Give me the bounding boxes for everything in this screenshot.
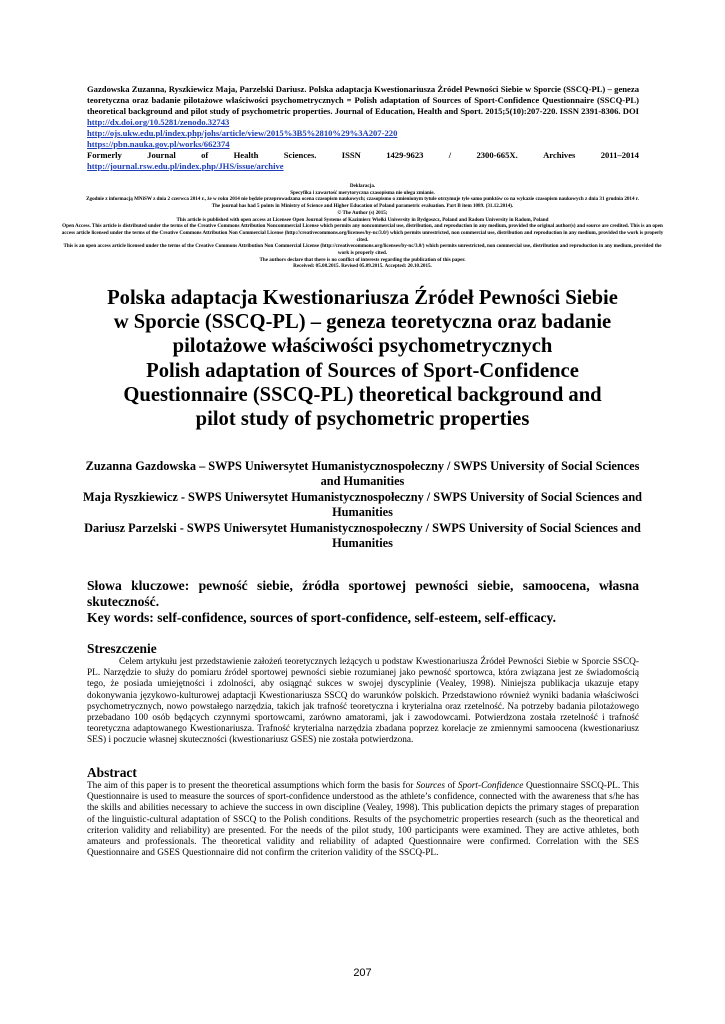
abstract-section — [87, 765, 639, 859]
archive-link[interactable]: http://journal.rsw.edu.pl/index.php/JHS/issue/archive — [87, 161, 284, 171]
declaration-line: Open Access. This article is distributed under the terms of the Creative Commons Attribution Noncommercial License which permits any noncommercial use, distribution, and reproduction in any medium, provided the original author(s) and source are credited. This is an open access article licensed under the terms of the Creative Commons Attribution Non Commercial License (http://creativecommons.org/licenses/by-nc/3.0/) which permits unrestricted, non commercial use, distribution and reproduction in any medium, provided the work is properly cited. — [61, 223, 664, 243]
formerly-word: Journal — [147, 150, 176, 160]
formerly-word: ISSN — [341, 150, 361, 160]
citation-text: Gazdowska Zuzanna, Ryszkiewicz Maja, Parzelski Dariusz. Polska adaptacja Kwestionariusza Źródeł Pewności Siebie w Sporcie (SSCQ-PL) – geneza teoretyczna oraz badanie pilotażowe właściwości psychometrycznych = Polish adaptation of Sources of Sport-Confidence Questionnaire (SSCQ-PL) theoretical background and pilot study of psychometric properties. Journal of Education, Health and Sport. 2015;5(10):207-220. ISSN 2391-8306. DOI — [87, 84, 639, 116]
article-title — [60, 286, 665, 431]
doi-link[interactable]: http://dx.doi.org/10.5281/zenodo.32743 — [87, 117, 230, 127]
title-line: Questionnaire (SSCQ-PL) theoretical background and — [123, 383, 602, 406]
author-affiliation: Zuzanna Gazdowska – SWPS Uniwersytet Humanistycznospołeczny / SWPS University of Social Sciences and Humanities — [85, 459, 640, 489]
page-number: 207 — [353, 967, 372, 979]
formerly-word: / — [448, 150, 452, 160]
abstract-of: of — [447, 781, 456, 791]
formerly-word: 2300-665X. — [476, 150, 518, 160]
abstract-intro: The aim of this paper is to present the theoretical assumptions which form the basis for — [87, 781, 414, 791]
streszczenie-body: Celem artykułu jest przedstawienie założeń teoretycznych leżących u podstaw Kwestionariusza Źródeł Pewności Siebie w Sporcie SSCQ-PL. Narzędzie to służy do pomiaru źródeł sportowej pewności siebie rozumianej jako pewność sportowca, która związana jest ze świadomością tego, że posiada umiejętności i zdolności, aby osiągnąć sukces w swojej dyscyplinie (Vealey, 1998). Niniejsza publikacja ukazuje etapy dokonywania językowo-kulturowej adaptacji Kwestionariusza SSCQ do warunków polskich. Przedstawiono również wyniki badania właściwości psychometrycznych, nowo powstałego narzędzia, takich jak trafność teoretyczna i kryterialna oraz rzetelność. Na potrzeby badania pilotażowego przebadano 100 osób będących czynnymi sportowcami, zarówno amatorami, jak i zawodowcami. Potwierdzona została rzetelność i trafność teoretyczna adaptowanego Kwestionariusza. Trafność kryterialna narzędzia zbadana poprzez korelacje ze zmiennymi samoocena (kwestionariusz SES) i poczucie własnej skuteczności (kwestionariusz GSES) nie została potwierdzona. — [87, 657, 639, 746]
author-affiliation: Maja Ryszkiewicz - SWPS Uniwersytet Humanistycznospołeczny / SWPS University of Social Sciences and Humanities — [82, 489, 643, 520]
title-line: pilotażowe właściwości psychometrycznych — [172, 335, 553, 358]
keywords-en: Key words: self-confidence, sources of sport-confidence, self-esteem, self-efficacy. — [87, 610, 556, 626]
pbn-link[interactable]: https://pbn.nauka.gov.pl/works/662374 — [87, 139, 230, 149]
author-list — [80, 459, 645, 551]
abstract-italic-sport-confidence: Sport-Confidence — [457, 781, 524, 791]
declaration-block — [60, 183, 665, 270]
formerly-word: 1429-9623 — [386, 150, 424, 160]
formerly-line — [87, 150, 639, 161]
title-line: Polska adaptacja Kwestionariusza Źródeł Pewności Siebie — [107, 287, 618, 309]
abstract-italic-sources: Sources — [415, 781, 446, 791]
declaration-line: © The Author (s) 2015; — [337, 209, 388, 216]
streszczenie-heading: Streszczenie — [87, 641, 157, 656]
formerly-word: Archives — [543, 150, 576, 160]
declaration-line: Specyfika i zawartość merytoryczna czasopisma nie ulega zmianie. — [290, 189, 435, 196]
declaration-line: Zgodnie z informacją MNiSW z dnia 2 czerwca 2014 r., że w roku 2014 nie będzie przeprowadzana ocena czasopism naukowych; czasopismo o zmienionym tytule otrzymuje tyle samo punktów co na wykazie czasopism naukowych z dnia 31 grudnia 2014 r. — [86, 196, 639, 203]
title-line: w Sporcie (SSCQ-PL) – geneza teoretyczna oraz badanie — [113, 311, 612, 334]
formerly-word: Sciences. — [283, 150, 317, 160]
abstract-rest: Questionnaire SSCQ-PL. This Questionnaire is used to measure the sources of sport-confidence understood as the athlete’s confidence, connected with the awareness that s/he has the skills and abilities necessary to achieve the success in own discipline (Vealey, 1998). This publication depicts the primary stages of preparation of the linguistic-cultural adaptation of SSCQ to the Polish conditions. Results of the psychometric properties research (such as the theoretical and criterion validity and reliability) are presented. For the needs of the pilot study, 100 participants were examined. They are active athletes, both amateurs and professionals. The theoretical validity and reliability of adapted Questionnaire were confirmed. Correlation with the SES Questionnaire and GSES Questionnaire did not confirm the criterion validity of the SSCQ-PL. — [87, 781, 640, 859]
ojs-link[interactable]: http://ojs.ukw.edu.pl/index.php/johs/article/view/2015%3B5%2810%29%3A207-220 — [87, 128, 398, 138]
abstract-body — [87, 781, 639, 859]
streszczenie-section — [87, 641, 639, 747]
citation-block — [87, 84, 639, 172]
title-line: pilot study of psychometric properties — [195, 408, 530, 431]
declaration-line: This article is published with open access at Licensee Open Journal Systems of Kazimierz Wielki University in Bydgoszcz, Poland and Radom University in Radom, Poland — [176, 216, 549, 223]
formerly-word: 2011–2014 — [600, 150, 639, 160]
declaration-line: Received: 05.08.2015. Revised 05.09.2015. Accepted: 20.10.2015. — [293, 263, 432, 270]
keywords-pl: Słowa kluczowe: pewność siebie, źródła sportowej pewności siebie, samoocena, własna skuteczność. — [87, 578, 639, 610]
declaration-line: The journal has had 5 points in Ministry of Science and Higher Education of Poland parametric evaluation. Part B item 1089. (31.12.2014). — [211, 203, 514, 210]
abstract-heading: Abstract — [87, 765, 137, 780]
keywords-block — [87, 578, 639, 627]
title-line: Polish adaptation of Sources of Sport-Confidence — [146, 359, 579, 382]
formerly-word: Health — [233, 150, 259, 160]
declaration-line: This is an open access article licensed under the terms of the Creative Commons Attribution Non Commercial License (http://creativecommons.org/licenses/by-nc/3.0/) which permits unrestricted, non commercial use, distribution and reproduction in any medium, provided the work is properly cited. — [63, 243, 662, 257]
author-affiliation: Dariusz Parzelski - SWPS Uniwersytet Humanistycznospołeczny / SWPS University of Social Sciences and Humanities — [84, 520, 641, 551]
formerly-word: of — [201, 150, 209, 160]
declaration-line: The authors declare that there is no conflict of interests regarding the publication of this paper. — [259, 256, 466, 263]
declaration-line: Deklaracja. — [349, 183, 376, 189]
formerly-word: Formerly — [87, 150, 122, 160]
